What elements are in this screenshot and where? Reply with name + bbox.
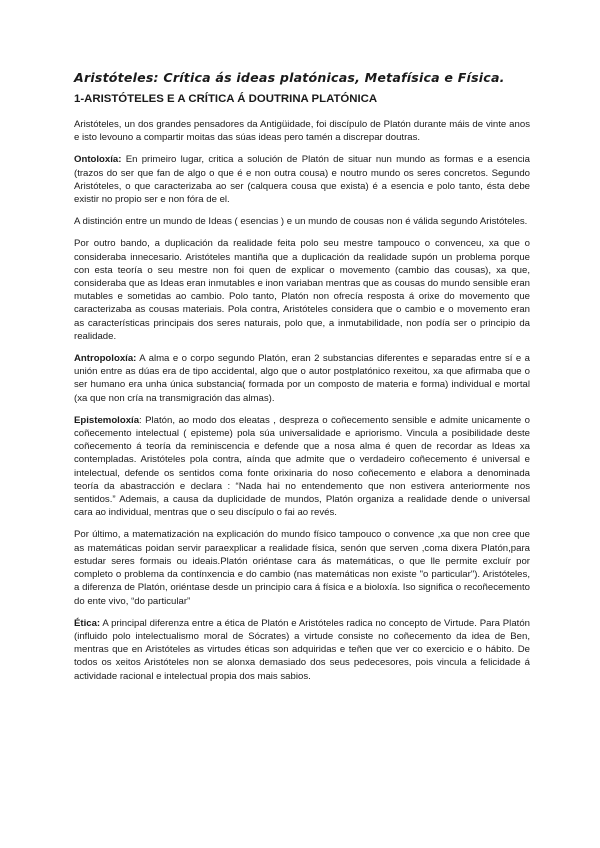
term-ontoloxia: Ontoloxía: [74, 154, 122, 166]
etica-text: A principal diferenza entre a ética de Platón e Aristóteles radica no concepto de Virtude. Para Platón (influido polo intelectualismo moral de Sócrates) a virtude consiste no coñecemento da idea de Ben, mentras que en Aristóteles as virtudes éticas son adquiridas e teñen que ver co exercicio e o hábito. De todos os xeitos Aristóteles non se alonxa demasiado dos seus pedecesores, pois vincula a felicidade á actividade racional e intelectual propia dos mais sabios. [74, 617, 530, 682]
ontoloxia-text: En primeiro lugar, critica a solución de Platón de situar nun mundo as formas e a esencia (trazos do ser que fan de algo o que é e non outra cousa) e noutro mundo os seres concretos. Segundo Aristóteles, o que caracterizaba ao ser (calquera cousa que exista) é a esencia e polo tanto, ésta debe existir no propio ser e non fóra de el. [74, 154, 530, 206]
paragraph-distincion: A distinción entre un mundo de Ideas ( esencias ) e un mundo de cousas non é válida segundo Aristóteles. [74, 216, 528, 228]
epistemoloxia-text: : Platón, ao modo dos eleatas , despreza o coñecemento sensible e admite unicamente o coñecemento intelectual ( episteme) pola súa universalidade e apriorismo. Vincula a posibilidade deste coñecemento á teoría da reminiscencia e defende que a nosa alma é quen de recordar as Ideas xa contempladas. Aristóteles pola contra, aínda que admite que o verdadeiro coñecemento é universal e intelectual, defende os sentidos coma fonte orixinaria do noso coñecemento e elabora a denominada teoría da abastracción e declara : “Nada hai no entendemento que non estivera anteriormente nos sentidos.” Ademais, a causa da duplicidade de mundos, Platón organiza a realidade dende o universal cara ao individual, mentras que o seu discípulo o fai ao revés. [74, 414, 530, 519]
term-antropoloxia: Antropoloxía: [74, 353, 137, 365]
antropoloxia-text: A alma e o corpo segundo Platón, eran 2 substancias diferentes e separadas entre sí e a unión entre as dúas era de tipo accidental, algo que o autor postplatónico rexeitou, xa que afirmaba que o ser humano era unha única substancia( formada por un composto de materia e forma) individual e mortal (xa que non cría na transmigración das almas). [74, 353, 530, 404]
paragraph-etica [74, 617, 530, 683]
term-epistemoloxia: Epistemoloxía [74, 414, 140, 426]
document-title: Aristóteles: Crítica ás ideas platónicas, Metafísica e Física. [74, 70, 505, 85]
paragraph-antropoloxia [74, 352, 530, 405]
paragraph-epistemoloxia [74, 414, 530, 520]
section-heading: 1-ARISTÓTELES E A CRÍTICA Á DOUTRINA PLATÓNICA [74, 93, 378, 105]
document-page [74, 70, 530, 692]
paragraph-matematizacion: Por último, a matematización na explicación do mundo físico tampouco o convence ,xa que non cree que as matemáticas poidan servir paraexplicar a realidade física, senón que serven ,coma dixera Platón,para estudar seres formais ou ideais.Platón oriéntase cara ás matemáticas, o que lle permite excluír por completo o problema da contínxencia e do cambio (nas matemáticas non existe "o particular"). Aristóteles, a diferenza de Platón, oriéntase desde un principio cara á física e a bioloxía. Iso significa o recoñecemento do ente vivo, “do particular” [74, 529, 530, 607]
paragraph-ontoloxia [74, 153, 530, 206]
term-etica: Ética: [74, 617, 101, 629]
paragraph-intro: Aristóteles, un dos grandes pensadores da Antigüidade, foi discípulo de Platón durante máis de vinte anos e isto levouno a compartir moitas das súas ideas pero tamén a discrepar doutras. [74, 119, 530, 144]
paragraph-duplicacion: Por outro bando, a duplicación da realidade feita polo seu mestre tampouco o convenceu, xa que o consideraba innecesario. Aristóteles mantiña que a duplicación da realidade supón un problema porque con esta teoría o seu mestre non foi quen de explicar o movemento (cambio das cousas), xa que, consideraba que as Ideas eran inmutables e inon variaban mentras que as cousas do mundo sensible eran mutables e sometidas ao cambio. Polo tanto, Platón non ofrecía resposta á orixe do movemento que caracterizaba as cousas materiais. Pola contra, Aristóteles considera que o cambio e o movemento eran as características principais dos seres naturais, polo que, a inmutabilidade, non podía ser o principio da realidade. [74, 238, 530, 342]
